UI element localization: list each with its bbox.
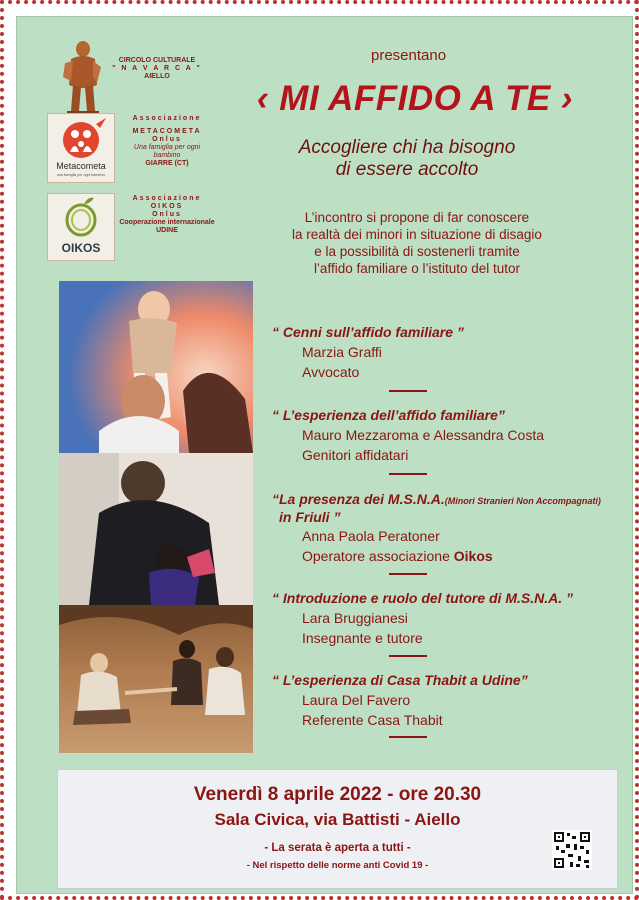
- talk-3-title-line-2: in Friuli ”: [279, 509, 341, 525]
- oikos-org-text: [117, 195, 217, 235]
- navarca-org-text: [107, 57, 207, 81]
- oikos-heading: Associazione: [132, 195, 202, 202]
- event-note-covid: - Nel rispetto delle norme anti Covid 19 -: [246, 860, 429, 871]
- metacometa-place: GIARRE (CT): [145, 160, 189, 167]
- oikos-sub: Onlus: [152, 211, 182, 218]
- metacometa-logo-text: Metacometa: [56, 161, 106, 171]
- talk-3-title-note: (Minori Stranieri Non Accompagnati): [444, 496, 601, 506]
- talk-2-title: “ L’esperienza dell’affido familiare”: [272, 407, 505, 423]
- navarca-line3: AIELLO: [144, 73, 170, 80]
- metacometa-heading: Associazione: [132, 115, 202, 122]
- talk-4-role: Insegnante e tutore: [302, 630, 423, 646]
- subtitle-line-2: di essere accolto: [335, 159, 479, 180]
- intro-line-4: l’affido familiare o l’istituto del tutor: [313, 261, 521, 276]
- talk-3-speaker: Anna Paola Peratoner: [302, 528, 440, 544]
- intro-line-3: e la possibilità di sostenerli tramite: [314, 244, 520, 259]
- event-venue: Sala Civica, via Battisti - Aiello: [214, 810, 461, 829]
- separator-1: [389, 390, 427, 392]
- metacometa-logo: [47, 113, 115, 183]
- poster-panel: [16, 16, 633, 894]
- talk-3-role-text: Operatore associazione: [302, 548, 450, 564]
- navarca-line2: " N A V A R C A ": [112, 65, 202, 72]
- oikos-name: OIKOS: [150, 203, 184, 210]
- subtitle-line-1: Accogliere chi ha bisogno: [298, 137, 516, 158]
- talk-5-role: Referente Casa Thabit: [302, 712, 443, 728]
- metacometa-tagline-2: bambino: [153, 152, 181, 159]
- intro-line-1: L’incontro si propone di far conoscere: [304, 210, 530, 225]
- intro-line-2: la realtà dei minori in situazione di disagio: [292, 227, 542, 242]
- presentano-text: presentano: [371, 47, 447, 64]
- talk-1-speaker: Marzia Graffi: [302, 344, 382, 360]
- metacometa-name: METACOMETA: [132, 128, 202, 135]
- separator-5: [389, 736, 427, 738]
- metacometa-sub: Onlus: [152, 136, 182, 143]
- separator-3: [389, 573, 427, 575]
- photo-outdoor-meeting: [59, 605, 253, 753]
- event-date-time: Venerdì 8 aprile 2022 - ore 20.30: [193, 784, 482, 805]
- talk-3-role-org: Oikos: [453, 548, 493, 564]
- separator-4: [389, 655, 427, 657]
- metacometa-org-text: [117, 115, 217, 168]
- metacometa-tagline-1: Una famiglia per ogni: [133, 144, 201, 151]
- oikos-place: UDINE: [156, 227, 178, 234]
- oikos-desc: Cooperazione internazionale: [119, 219, 215, 226]
- navarca-line1: CIRCOLO CULTURALE: [118, 57, 196, 64]
- oikos-logo-text: OIKOS: [61, 241, 101, 255]
- talk-3-role: [302, 548, 493, 564]
- intro-text: [252, 209, 582, 277]
- talk-4-title: “ Introduzione e ruolo del tutore di M.S.N.A. ”: [272, 590, 573, 606]
- qr-code: [552, 830, 592, 870]
- talk-4-speaker: Lara Bruggianesi: [302, 610, 408, 626]
- oikos-logo: [47, 193, 115, 261]
- talk-2-speaker: Mauro Mezzaroma e Alessandra Costa: [302, 427, 544, 443]
- talk-1-role: Avvocato: [302, 364, 360, 380]
- metacometa-logo-sub: una famiglia per ogni bambino: [56, 173, 106, 177]
- photo-family-playing: [59, 281, 253, 453]
- talk-3-title: [272, 491, 601, 507]
- talk-5-speaker: Laura Del Favero: [302, 692, 411, 708]
- talk-5-title: “ L’esperienza di Casa Thabit a Udine”: [272, 672, 528, 688]
- event-info-box: [57, 769, 618, 889]
- separator-2: [389, 473, 427, 475]
- navarca-statue-logo: [57, 37, 107, 119]
- event-title: ‹ MI AFFIDO A TE ›: [256, 79, 574, 118]
- photo-hug: [59, 453, 253, 605]
- talk-3-title-main: “La presenza dei M.S.N.A.: [272, 491, 445, 507]
- talk-2-role: Genitori affidatari: [302, 447, 409, 463]
- event-note-open: - La serata è aperta a tutti -: [264, 842, 411, 854]
- talk-1-title: “ Cenni sull’affido familiare ”: [272, 324, 464, 340]
